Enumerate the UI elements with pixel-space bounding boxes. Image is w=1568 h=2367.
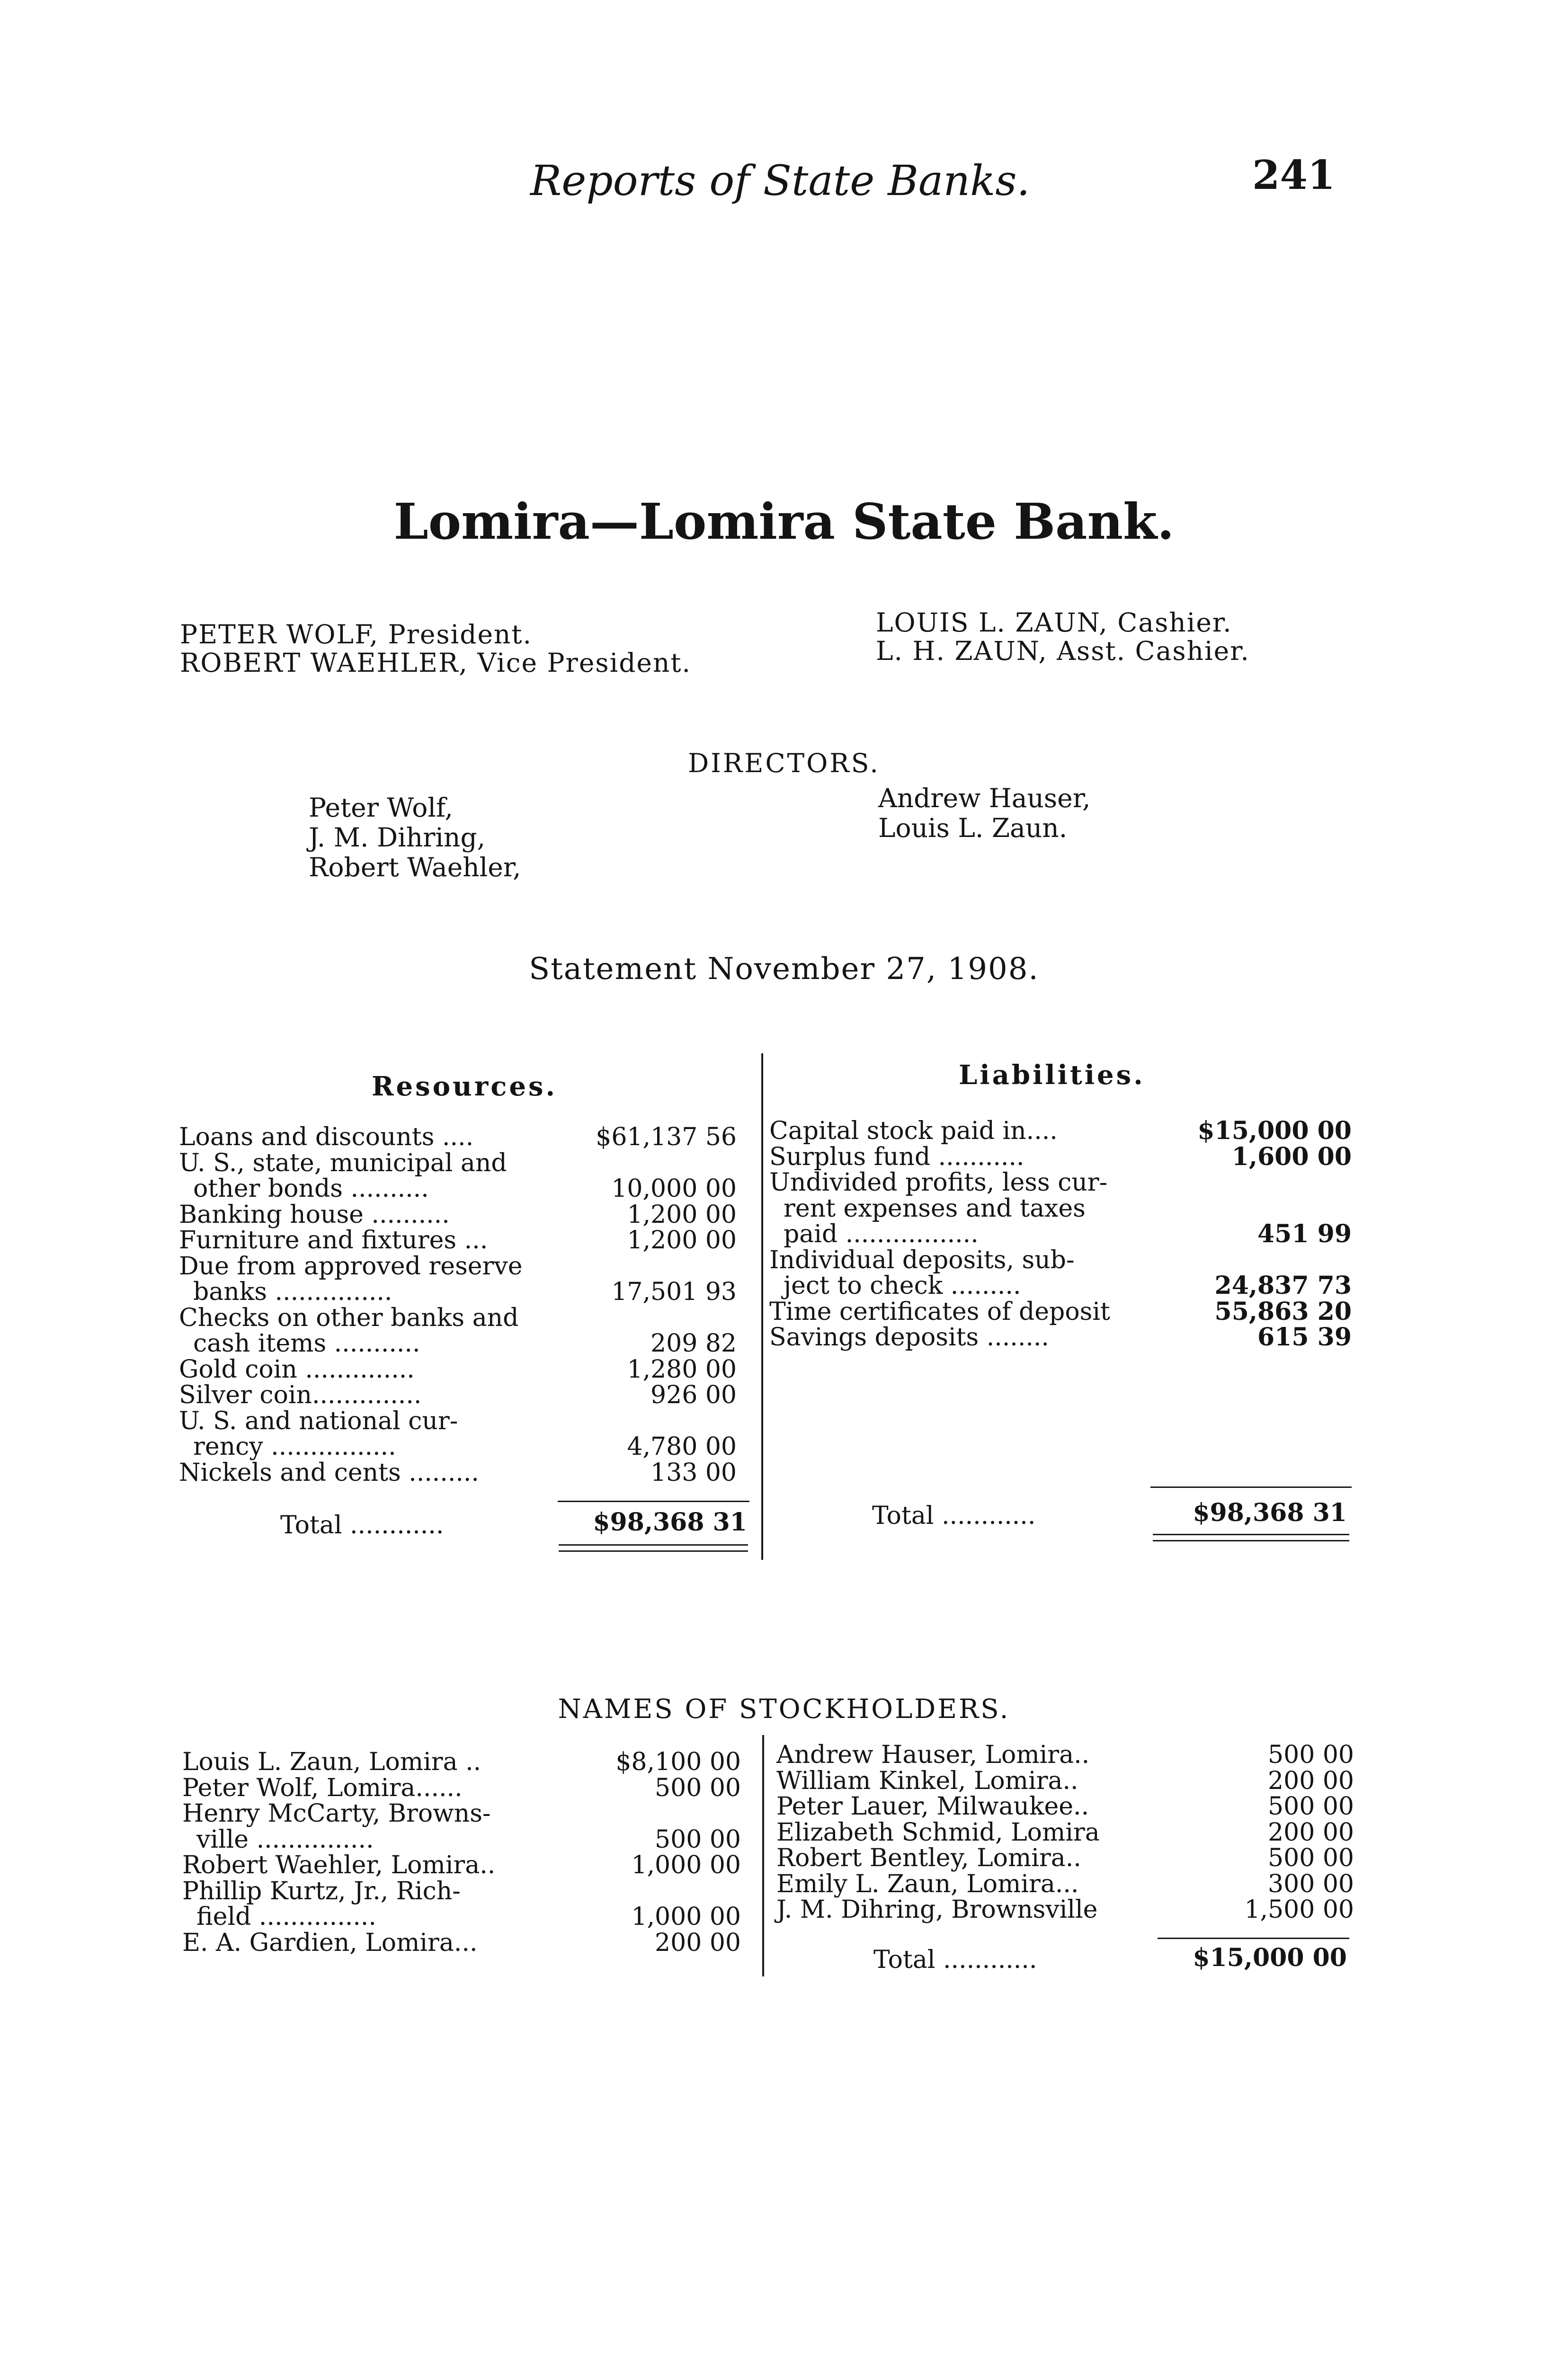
stockholder-name: Robert Bentley, Lomira.. (776, 1844, 1081, 1872)
stockholder-amount: 500 00 (1268, 1741, 1354, 1769)
liabilities-total-amount: $98,368 31 (1193, 1498, 1347, 1527)
liabilities-total-label: Total ............ (872, 1502, 1036, 1530)
resources-amounts (577, 1124, 737, 1486)
liability-label: rent expenses and taxes (784, 1194, 1086, 1223)
liability-amount: 1,600 00 (1231, 1142, 1352, 1171)
liability-label: paid ................. (784, 1220, 979, 1248)
stockholder-name: Phillip Kurtz, Jr., Rich- (182, 1877, 461, 1905)
stockholder-name: Emily L. Zaun, Lomira... (776, 1869, 1079, 1898)
stockholders-divider (762, 1735, 764, 1976)
resource-amount: 209 82 (650, 1329, 737, 1358)
officers-right (876, 608, 1250, 665)
resource-amount: $61,137 56 (596, 1123, 737, 1151)
resource-label: Checks on other banks and (179, 1303, 519, 1332)
resource-amount (577, 1408, 737, 1434)
liability-amount (1186, 1170, 1352, 1196)
liability-label: Individual deposits, sub- (769, 1246, 1075, 1274)
stockholder-amount: 1,000 00 (631, 1903, 741, 1931)
statement-date: Statement November 27, 1908. (529, 952, 1039, 987)
resource-amount (577, 1150, 737, 1176)
stockholders-total-label: Total ............ (873, 1946, 1037, 1974)
stockholders-right-labels (776, 1742, 1174, 1923)
stockholder-name: Louis L. Zaun, Lomira .. (182, 1748, 481, 1776)
resource-amount: 1,200 00 (627, 1200, 737, 1229)
liabilities-labels (769, 1118, 1176, 1351)
resource-amount: 17,501 93 (611, 1278, 737, 1306)
resources-double-rule (559, 1544, 748, 1552)
resources-labels (179, 1124, 567, 1486)
directors-heading: DIRECTORS. (688, 748, 880, 778)
director-name: J. M. Dihring, (309, 822, 486, 853)
resource-label: Due from approved reserve (179, 1252, 523, 1281)
resources-heading: Resources. (372, 1071, 558, 1102)
liabilities-heading: Liabilities. (959, 1059, 1145, 1091)
stockholder-name: Robert Waehler, Lomira.. (182, 1851, 496, 1879)
resource-label: other bonds .......... (193, 1175, 429, 1203)
resource-label: Gold coin .............. (179, 1355, 415, 1384)
liability-amount: 451 99 (1257, 1219, 1352, 1248)
resource-label: Banking house .......... (179, 1200, 450, 1229)
stockholder-name: field ............... (196, 1903, 376, 1931)
resource-amount: 4,780 00 (627, 1433, 737, 1461)
officer-president: PETER WOLF, President. (180, 619, 533, 650)
stockholder-amount: 1,500 00 (1244, 1895, 1354, 1924)
liability-label: Undivided profits, less cur- (769, 1168, 1108, 1197)
resource-label: Nickels and cents ......... (179, 1458, 479, 1487)
resource-label: U. S. and national cur- (179, 1406, 458, 1435)
liability-amount (1186, 1247, 1352, 1273)
stockholder-name: J. M. Dihring, Brownsville (776, 1895, 1098, 1924)
resource-label: rency ................ (193, 1433, 396, 1461)
stockholder-amount: 500 00 (655, 1773, 741, 1802)
balance-sheet-divider (761, 1053, 763, 1560)
bank-title: Lomira—Lomira State Bank. (393, 492, 1175, 551)
director-name: Andrew Hauser, (878, 783, 1091, 813)
liability-label: Capital stock paid in.... (769, 1117, 1058, 1145)
resources-total-rule (558, 1501, 749, 1502)
resource-amount: 926 00 (650, 1381, 737, 1409)
liability-amount (1186, 1196, 1352, 1222)
resource-label: Loans and discounts .... (179, 1123, 474, 1151)
officer-asst-cashier: L. H. ZAUN, Asst. Cashier. (876, 636, 1250, 666)
officers-left (180, 620, 691, 677)
liabilities-double-rule (1153, 1534, 1349, 1541)
page-number: 241 (1252, 151, 1336, 198)
stockholders-total-amount: $15,000 00 (1193, 1943, 1347, 1972)
stockholder-amount: $8,100 00 (615, 1748, 741, 1776)
stockholder-amount (580, 1801, 741, 1827)
running-header-title: Reports of State Banks. (530, 156, 1030, 205)
stockholder-amount: 500 00 (1268, 1844, 1354, 1872)
director-name: Peter Wolf, (309, 792, 453, 823)
resource-amount: 1,280 00 (627, 1355, 737, 1384)
liability-amount: 55,863 20 (1214, 1297, 1352, 1326)
stockholder-name: E. A. Gardien, Lomira... (182, 1928, 478, 1957)
stockholder-amount (580, 1878, 741, 1904)
resource-label: banks ............... (193, 1278, 392, 1306)
stockholder-amount: 500 00 (1268, 1792, 1354, 1821)
directors-right (878, 783, 1090, 843)
resource-amount: 1,200 00 (627, 1226, 737, 1255)
stockholder-amount: 200 00 (1268, 1818, 1354, 1847)
director-name: Robert Waehler, (309, 852, 521, 882)
stockholder-amount: 500 00 (655, 1825, 741, 1854)
liability-label: Time certificates of deposit (769, 1297, 1110, 1326)
resource-label: cash items ........... (193, 1329, 420, 1358)
resource-label: U. S., state, municipal and (179, 1148, 507, 1177)
stockholders-right-amounts (1184, 1742, 1354, 1923)
resources-total-label: Total ............ (280, 1511, 444, 1539)
stockholder-amount: 200 00 (655, 1928, 741, 1957)
liability-amount: $15,000 00 (1197, 1116, 1352, 1145)
stockholder-amount: 200 00 (1268, 1766, 1354, 1795)
liabilities-amounts (1186, 1118, 1352, 1351)
stockholder-name: Elizabeth Schmid, Lomira (776, 1818, 1100, 1847)
director-name: Louis L. Zaun. (878, 813, 1068, 843)
liability-amount: 24,837 73 (1214, 1271, 1352, 1300)
liabilities-total-rule (1150, 1486, 1352, 1488)
stockholder-amount: 300 00 (1268, 1869, 1354, 1898)
resource-label: Silver coin.............. (179, 1381, 422, 1409)
stockholders-total-rule (1158, 1938, 1349, 1939)
stockholders-left-amounts (580, 1749, 741, 1956)
stockholder-name: Henry McCarty, Browns- (182, 1799, 491, 1828)
stockholder-name: ville ............... (196, 1825, 374, 1854)
stockholder-name: Andrew Hauser, Lomira.. (776, 1741, 1090, 1769)
stockholder-name: William Kinkel, Lomira.. (776, 1766, 1078, 1795)
stockholder-name: Peter Wolf, Lomira...... (182, 1773, 463, 1802)
liability-label: Surplus fund ........... (769, 1142, 1025, 1171)
resources-total-amount: $98,368 31 (593, 1508, 747, 1537)
directors-left (309, 793, 521, 882)
stockholders-left-labels (182, 1749, 570, 1956)
stockholders-heading: NAMES OF STOCKHOLDERS. (558, 1694, 1010, 1725)
liability-label: Savings deposits ........ (769, 1323, 1049, 1352)
resource-amount (577, 1305, 737, 1331)
officer-cashier: LOUIS L. ZAUN, Cashier. (876, 607, 1232, 638)
resource-amount: 10,000 00 (611, 1175, 737, 1203)
resource-amount: 133 00 (650, 1458, 737, 1487)
stockholder-amount: 1,000 00 (631, 1851, 741, 1879)
resource-label: Furniture and fixtures ... (179, 1226, 488, 1255)
stockholder-name: Peter Lauer, Milwaukee.. (776, 1792, 1089, 1821)
resource-amount (577, 1254, 737, 1280)
officer-vice-president: ROBERT WAEHLER, Vice President. (180, 648, 691, 678)
liability-label: ject to check ......... (784, 1272, 1021, 1300)
liability-amount: 615 39 (1257, 1323, 1352, 1352)
